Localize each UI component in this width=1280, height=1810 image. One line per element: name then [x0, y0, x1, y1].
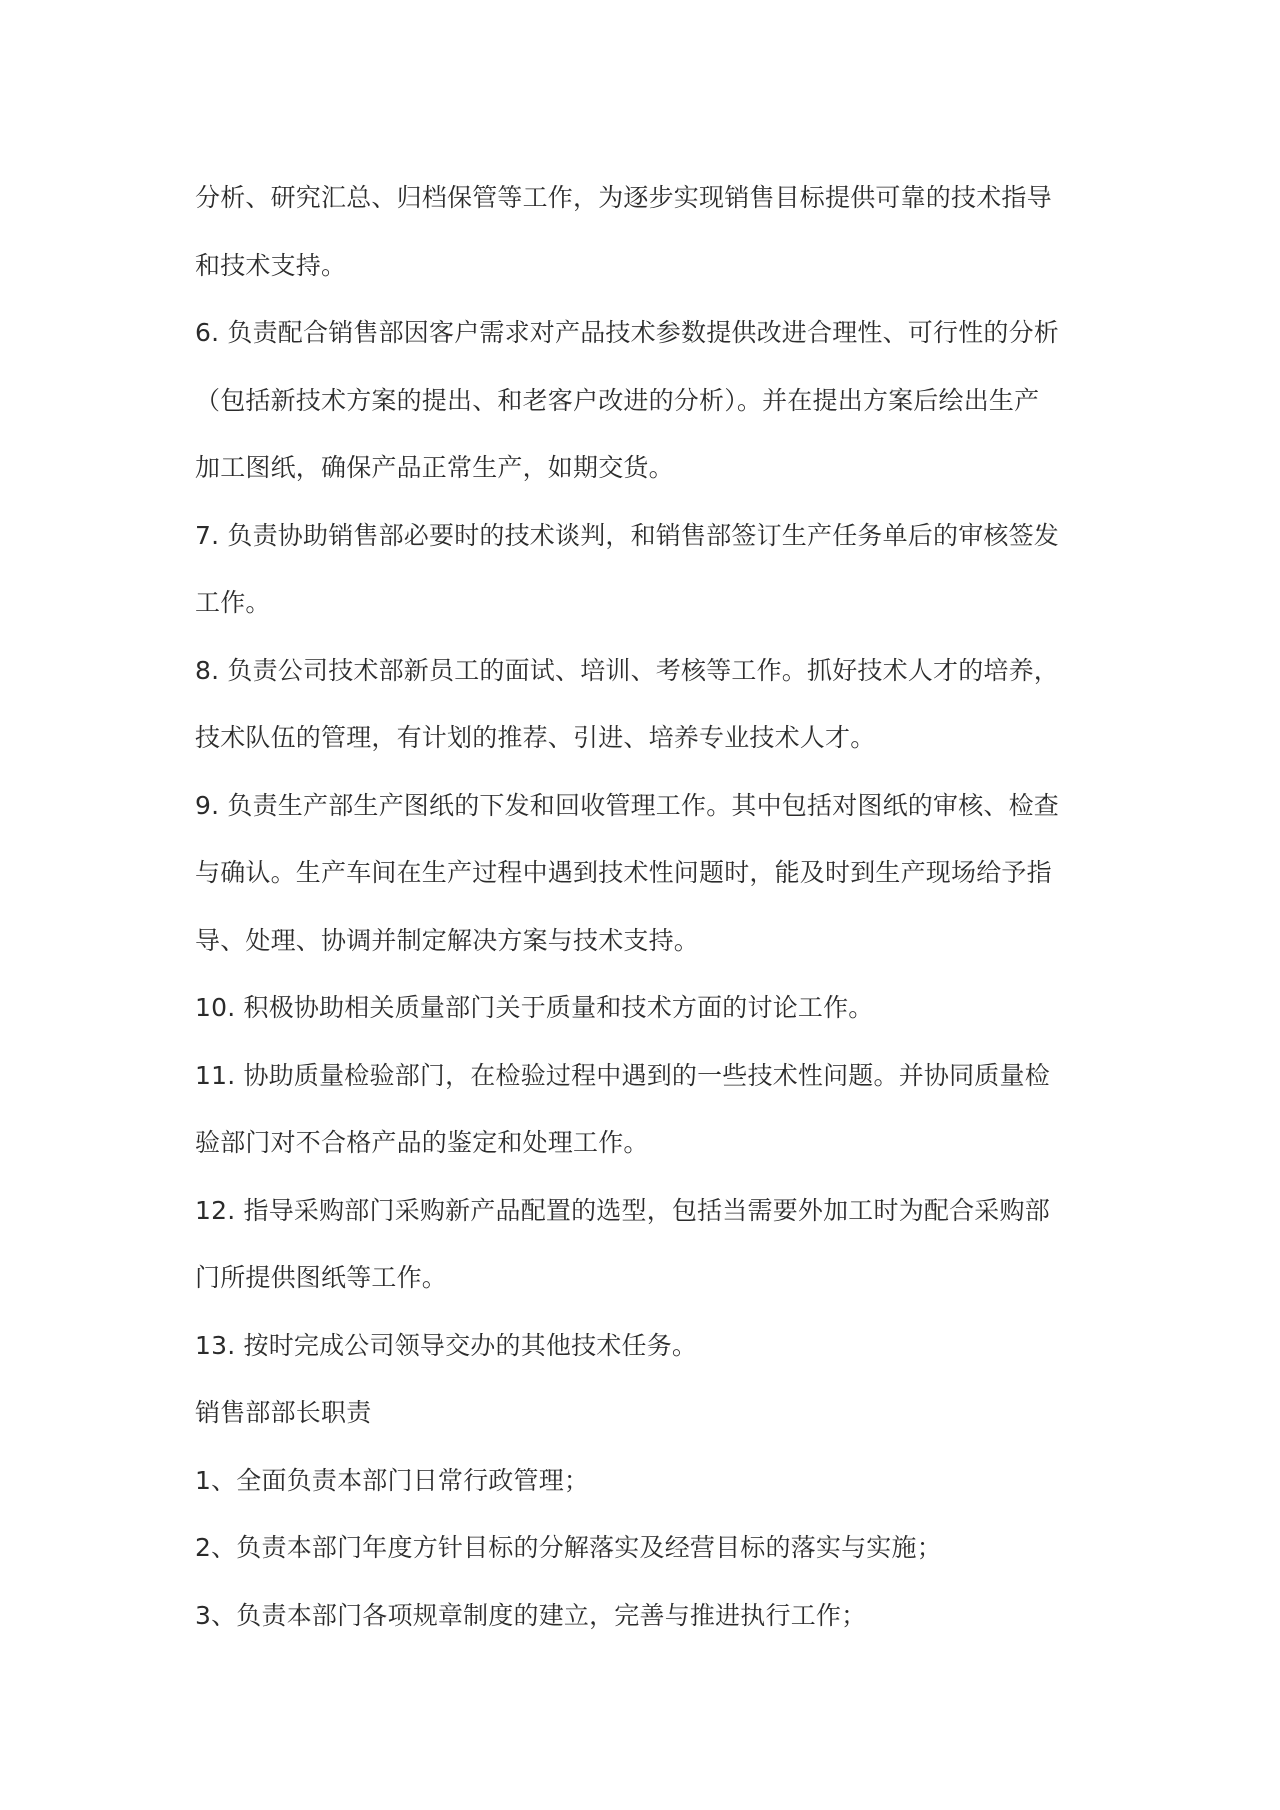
list-item-9: 9. 负责生产部生产图纸的下发和回收管理工作。其中包括对图纸的审核、检查 — [195, 790, 1060, 820]
text-line: 技术队伍的管理，有计划的推荐、引进、培养专业技术人才。 — [195, 723, 876, 752]
list-item-11: 11. 协助质量检验部门，在检验过程中遇到的一些技术性问题。并协同质量检 — [195, 1060, 1050, 1090]
list-item-13: 13. 按时完成公司领导交办的其他技术任务。 — [195, 1330, 698, 1360]
duty-item-1: 1、全面负责本部门日常行政管理； — [195, 1465, 590, 1495]
document-body — [195, 164, 1095, 1649]
duty-item-2: 2、负责本部门年度方针目标的分解落实及经营目标的落实与实施； — [195, 1533, 942, 1562]
text-line: 与确认。生产车间在生产过程中遇到技术性问题时，能及时到生产现场给予指 — [195, 858, 1052, 887]
text-line: 门所提供图纸等工作。 — [195, 1263, 448, 1292]
list-item-6: 6. 负责配合销售部因客户需求对产品技术参数提供改进合理性、可行性的分析 — [195, 318, 1060, 347]
list-item-10: 10. 积极协助相关质量部门关于质量和技术方面的讨论工作。 — [195, 993, 874, 1022]
list-item-7: 7. 负责协助销售部必要时的技术谈判，和销售部签订生产任务单后的审核签发 — [195, 520, 1060, 550]
list-item-8: 8. 负责公司技术部新员工的面试、培训、考核等工作。抓好技术人才的培养， — [195, 655, 1060, 685]
text-line: 验部门对不合格产品的鉴定和处理工作。 — [195, 1128, 649, 1157]
section-heading: 销售部部长职责 — [195, 1398, 372, 1427]
list-item-12: 12. 指导采购部门采购新产品配置的选型，包括当需要外加工时为配合采购部 — [195, 1195, 1050, 1225]
text-line: 工作。 — [195, 588, 271, 617]
text-line: 导、处理、协调并制定解决方案与技术支持。 — [195, 925, 700, 955]
text-line: 加工图纸，确保产品正常生产，如期交货。 — [195, 453, 674, 482]
text-line: 和技术支持。 — [195, 250, 347, 280]
duty-item-3: 3、负责本部门各项规章制度的建立，完善与推进执行工作； — [195, 1600, 867, 1630]
text-line: （包括新技术方案的提出、和老客户改进的分析）。并在提出方案后绘出生产 — [195, 385, 1040, 415]
text-line: 分析、研究汇总、归档保管等工作，为逐步实现销售目标提供可靠的技术指导 — [195, 183, 1052, 212]
